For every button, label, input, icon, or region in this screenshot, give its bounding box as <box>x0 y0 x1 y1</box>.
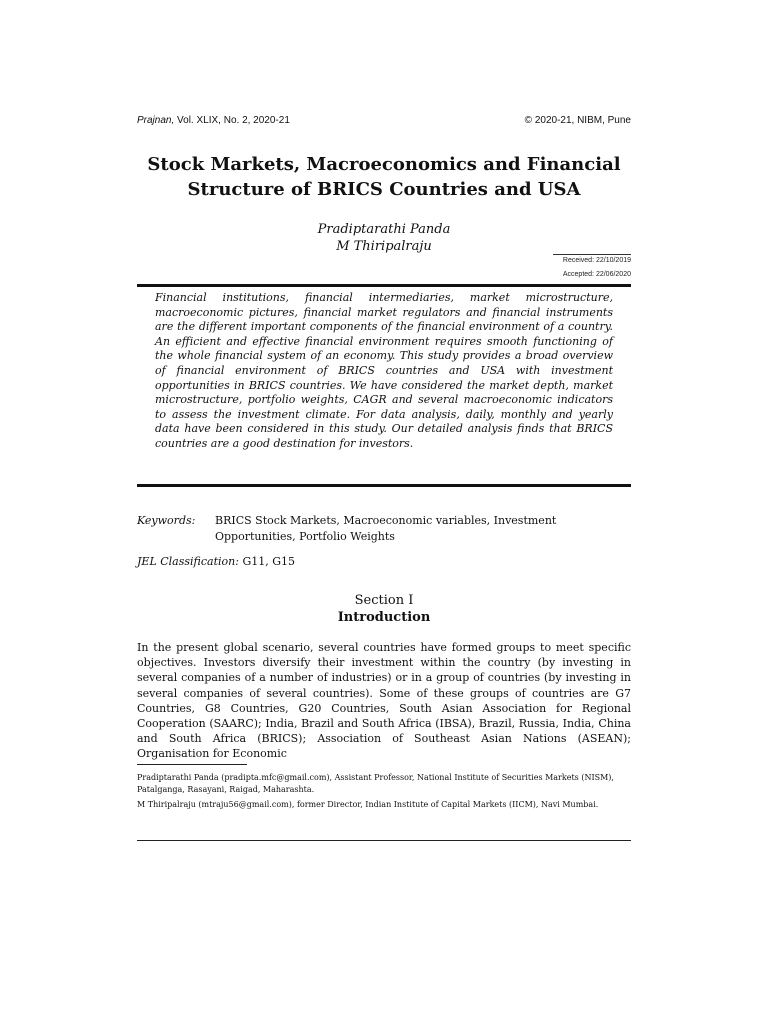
journal-name: Prajnan, <box>137 115 175 126</box>
jel-codes: G11, G15 <box>242 555 296 568</box>
keywords-text: BRICS Stock Markets, Macroeconomic variables, Investment Opportunities, Portfolio Weights <box>215 514 557 543</box>
author-list <box>137 221 631 255</box>
running-header-journal <box>137 115 290 126</box>
abstract-top-rule <box>137 284 631 287</box>
page-bottom-rule <box>137 840 631 841</box>
author-name: Pradiptarathi Panda <box>317 222 451 237</box>
footnote-author-2: M Thiripalraju (mtraju56@gmail.com), former Director, Indian Institute of Capital Markets (IICM), Navi Mumbai. <box>137 800 599 809</box>
section-title: Introduction <box>337 610 431 625</box>
footnote-author-1: Pradiptarathi Panda (pradipta.mfc@gmail.com), Assistant Professor, National Institute of Securities Markets (NISM), Patalganga, Rasayani, Raigad, Maharashta. <box>137 773 614 794</box>
introduction-paragraph: In the present global scenario, several countries have formed groups to meet specific objectives. Investors diversify their investment within the country (by investing in several companies of a number of industries) or in a group of countries (by investing in several companies of several countries). Some of these groups of countries are G7 Countries, G8 Countries, G20 Countries, South Asian Association for Regional Cooperation (SAARC); India, Brazil and South Africa (IBSA), Brazil, Russia, India, China and South Africa (BRICS); Association of Southeast Asian Nations (ASEAN); Organisation for Economic <box>137 641 631 761</box>
abstract-text: Financial institutions, financial intermediaries, market microstructure, macroeconomic pictures, financial market regulators and financial instruments are the different important components of the financial environment of a country. An efficient and effective financial environment requires smooth functioning of the whole financial system of an economy. This study provides a broad overview of financial environment of BRICS countries and USA with investment opportunities in BRICS countries. We have considered the market depth, market microstructure, portfolio weights, CAGR and several macroeconomic indicators to assess the investment climate. For data analysis, daily, monthly and yearly data have been considered in this study. Our detailed analysis finds that BRICS countries are a good destination for investors. <box>155 291 613 450</box>
received-date: Received: 22/10/2019 <box>562 257 631 264</box>
journal-volume: Vol. XLIX, No. 2, 2020-21 <box>177 115 290 126</box>
accepted-date: Accepted: 22/06/2020 <box>562 271 631 278</box>
dates-divider <box>553 254 631 255</box>
paper-title: Stock Markets, Macroeconomics and Financial Structure of BRICS Countries and USA <box>147 154 621 200</box>
running-header-copyright: © 2020-21, NIBM, Pune <box>524 115 631 126</box>
abstract-bottom-rule <box>137 484 631 487</box>
jel-classification <box>137 555 295 568</box>
author-name: M Thiripalraju <box>336 239 432 254</box>
jel-label: JEL Classification: <box>137 555 239 568</box>
footnote-divider <box>137 764 247 765</box>
section-number: Section I <box>354 593 414 608</box>
keywords-label: Keywords: <box>137 514 196 527</box>
keywords <box>137 513 631 545</box>
